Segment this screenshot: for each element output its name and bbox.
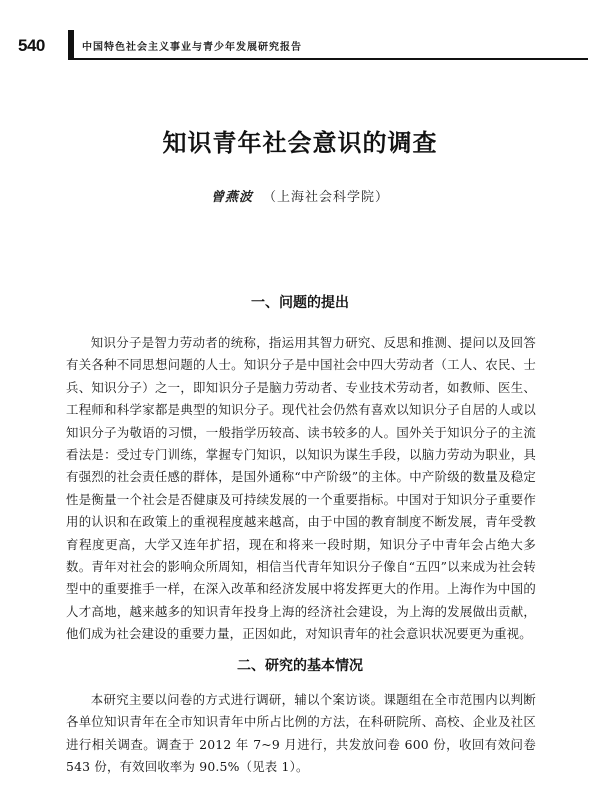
article-title: 知识青年社会意识的调查 — [162, 129, 438, 157]
page-number: 540 — [18, 36, 45, 55]
section-heading-1: 一、问题的提出 — [251, 295, 349, 311]
header-bar — [68, 30, 74, 60]
header-rule — [68, 58, 588, 60]
author-line — [0, 186, 600, 205]
author-name: 曾燕波 — [210, 190, 253, 205]
author-affiliation: （上海社会科学院） — [263, 190, 390, 205]
section-paragraph-2: 本研究主要以问卷的方式进行调研，辅以个案访谈。课题组在全市范围内以判断各单位知识青年在全市知识青年中所占比例的方法，在科研院所、高校、企业及社区进行相关调查。调查于 2012 年 7~9 月进行，共发放问卷 600 份，收回有效问卷 543 份，有效回收率为 90.5%（见表 1）。 — [66, 692, 536, 775]
running-header — [18, 30, 578, 60]
section-heading-2: 二、研究的基本情况 — [237, 658, 363, 674]
section-paragraph-1: 知识分子是智力劳动者的统称，指运用其智力研究、反思和推测、提问以及回答有关各种不同思想问题的人士。知识分子是中国社会中四大劳动者（工人、农民、士兵、知识分子）之一，即知识分子是脑力劳动者、专业技术劳动者，如教师、医生、工程师和科学家都是典型的知识分子。现代社会仍然有喜欢以知识分子自居的人或以知识分子为敬语的习惯，一般指学历较高、读书较多的人。国外关于知识分子的主流看法是：受过专门训练，掌握专门知识，以知识为谋生手段，以脑力劳动为职业，具有强烈的社会责任感的群体，是国外通称“中产阶级”的主体。中产阶级的数量及稳定性是衡量一个社会是否健康及可持续发展的一个重要指标。中国对于知识分子重要作用的认识和在政策上的重视程度越来越高，由于中国的教育制度不断发展，青年受教育程度更高，大学又连年扩招，现在和将来一段时期，知识分子中青年会占绝大多数。青年对社会的影响众所周知，相信当代青年知识分子像自“五四”以来成为社会转型中的重要推手一样，在深入改革和经济发展中将发挥更大的作用。上海作为中国的人才高地，越来越多的知识青年投身上海的经济社会建设，为上海的发展做出贡献，他们成为社会建设的重要力量，正因如此，对知识青年的社会意识状况要更为重视。 — [66, 335, 536, 642]
running-title: 中国特色社会主义事业与青少年发展研究报告 — [82, 42, 302, 53]
